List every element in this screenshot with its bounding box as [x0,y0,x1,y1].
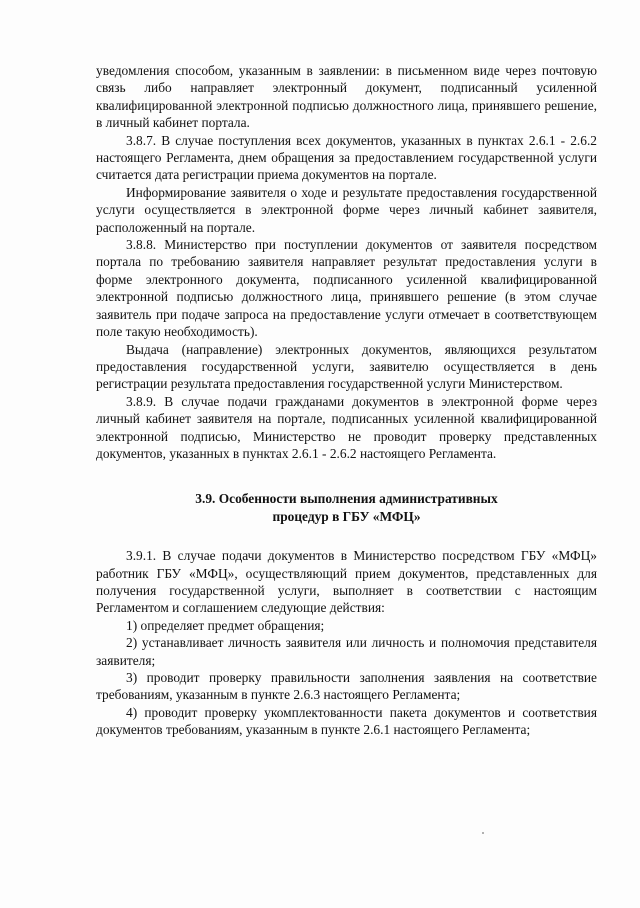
paragraph-informing-applicant: Информирование заявителя о ходе и результате предоставления государственной услуги осуществляется в электронной форме через личный кабинет заявителя, расположенный на портале. [96,184,597,235]
paragraph-3-8-7: 3.8.7. В случае поступления всех документов, указанных в пунктах 2.6.1 - 2.6.2 настоящего Регламента, днем обращения за предоставлением государственной услуги считается дата регистрации приема документов на портале. [96,132,597,183]
paragraph-issuance: Выдача (направление) электронных документов, являющихся результатом предоставления государственной услуги, заявителю осуществляется в день регистрации результата предоставления государственной услуги Министерством. [96,341,597,392]
list-item-3: 3) проводит проверку правильности заполнения заявления на соответствие требованиям, указанным в пункте 2.6.3 настоящего Регламента; [96,670,597,703]
paragraph-3-8-9: 3.8.9. В случае подачи гражданами документов в электронной форме через личный кабинет заявителя на портале, подписанных усиленной квалифицированной электронной подписью, Министерство не проводит проверку представленных документов, указанных в пунктах 2.6.1 - 2.6.2 настоящего Регламента. [96,393,597,461]
paragraph-3-9-1: 3.9.1. В случае подачи документов в Министерство посредством ГБУ «МФЦ» работник ГБУ «МФЦ», осуществляющий прием документов, представленных для получения государственной услуги, выполняет в соответствии с настоящим Регламентом и соглашением следующие действия: [96,548,597,616]
spacer [96,525,597,547]
paragraph-3-8-8: 3.8.8. Министерство при поступлении документов от заявителя посредством портала по требованию заявителя направляет результат предоставления услуги в форме электронного документа, подписанного усиленной квалифицированной электронной подписью должностного лица, принявшего решение (в этом случае заявитель при подаче запроса на предоставление услуги отмечает в соответствующем поле такую необходимость). [96,237,597,340]
list-item-2: 2) устанавливает личность заявителя или личность и полномочия представителя заявителя; [96,635,597,668]
paragraph-notification-method: уведомления способом, указанным в заявлении: в письменном виде через почтовую связь либо направляет электронный документ, подписанный усиленной квалифицированной электронной подписью должностного лица, принявшего решение, в личный кабинет портала. [96,63,597,131]
spacer [96,462,597,490]
section-heading-line-2: процедур в ГБУ «МФЦ» [272,508,421,524]
scan-speck [482,832,484,834]
document-body [96,62,597,739]
list-item-1: 1) определяет предмет обращения; [126,617,325,633]
section-heading-line-1: 3.9. Особенности выполнения административных [195,491,498,507]
list-item-4: 4) проводит проверку укомплектованности пакета документов и соответствия документов требованиям, указанным в пункте 2.6.1 настоящего Регламента; [96,704,597,738]
